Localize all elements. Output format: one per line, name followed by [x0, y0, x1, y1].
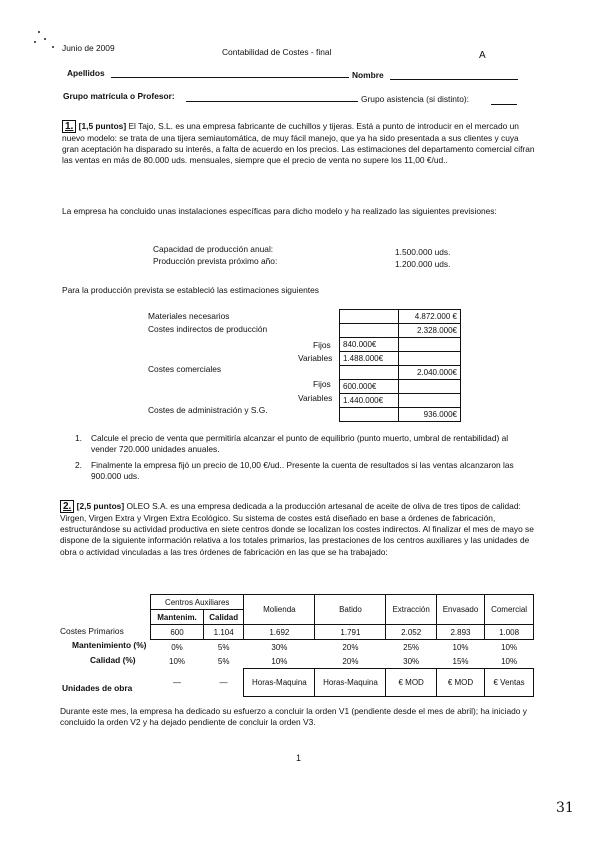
admin-value: 936.000€	[399, 408, 461, 422]
grupo-asistencia-label: Grupo asistencia (si distinto):	[361, 94, 469, 104]
comerciales-label: Costes comerciales	[148, 364, 222, 374]
scan-speck	[34, 41, 36, 43]
cell: 0%	[171, 642, 183, 652]
q1-intro-block	[62, 120, 536, 167]
col-mantenim: Mantenim.	[151, 610, 204, 625]
cell: 15%	[452, 656, 469, 666]
cell: 10%	[501, 642, 518, 652]
table-row	[151, 669, 534, 697]
apellidos-field[interactable]	[111, 68, 349, 78]
cell: 2.893	[436, 625, 484, 640]
cell: € MOD	[386, 669, 436, 697]
cell: 30%	[271, 642, 288, 652]
q1-item-1: Calcule el precio de venta que permitiría alcanzar el punto de equilibrio (punto muerto, umbral de rentabilidad) al vender 720.000 unidades anuales.	[91, 433, 509, 455]
row-label-calidad: Calidad (%)	[90, 655, 136, 665]
page-number: 1	[296, 753, 302, 763]
q2-intro: OLEO S.A. es una empresa dedicada a la producción artesanal de aceite de oliva de tres tipos de calidad: Virgen, Virgen Extra y Virgen Extra Ecológico. Su sistema de costes está diseñado en base a órdenes de fabricación, estructurándose su actividad productiva en siete centros donde se localizan los costes indirectos. Al finalizar el mes de mayo se dispone de la siguiente información relativa a los totales primarios, las prestaciones de los centros auxiliares y las unidades de obra o actividad vinculadas a las tres órdenes de fabricación en las que se ha trabajado:	[60, 501, 534, 557]
grupo-matricula-label: Grupo matrícula o Profesor:	[63, 91, 175, 101]
q1-intro: El Tajo, S.L. es una empresa fabricante de cuchillos y tijeras. Está a punto de introducir en el mercado un nuevo modelo: se trata de una tijera semiautomática, de muy fácil manejo, que ya ha sido presentada a sus clientes y cuya gran aceptación ha disparado su interés, a falta de acuerdo en los precios. Las estimaciones del departamento comercial cifran las ventas en más de 80.000 uds. mensuales, siempre que el precio de venta no supere los 11,00 €/ud..	[62, 121, 535, 166]
grupo-matricula-field[interactable]	[186, 92, 358, 102]
com-fijos-label: Fijos	[313, 379, 331, 389]
nombre-label: Nombre	[352, 70, 384, 80]
cell: 5%	[217, 642, 230, 652]
com-variables-value: 1.440.000€	[340, 394, 399, 408]
capacity-label: Capacidad de producción anual:	[153, 244, 274, 254]
cip-variables-value: 1.488.000€	[340, 352, 399, 366]
capacity-value: 1.500.000 uds.	[395, 247, 451, 257]
col-batido: Batido	[315, 595, 386, 625]
cell: 1.104	[204, 625, 244, 640]
col-calidad: Calidad	[204, 610, 244, 625]
admin-label: Costes de administración y S.G.	[148, 405, 268, 415]
scan-speck	[38, 31, 40, 33]
q2-intro-block	[60, 500, 538, 558]
cell: —	[219, 678, 228, 687]
cell: 10%	[169, 656, 186, 666]
q1-cost-table	[339, 309, 461, 422]
exam-version: A	[479, 50, 486, 61]
cell: 20%	[342, 642, 359, 652]
production-label: Producción prevista próximo año:	[153, 256, 278, 266]
cell: Horas-Maquina	[315, 669, 386, 697]
cell: 25%	[403, 642, 420, 652]
q2-points: [2,5 puntos]	[76, 501, 125, 511]
cip-fijos-label: Fijos	[313, 340, 331, 350]
q1-paragraph-3: Para la producción prevista se estableció las estimaciones siguientes	[62, 285, 319, 295]
exam-date: Junio de 2009	[62, 43, 115, 53]
q1-paragraph-2: La empresa ha concluido unas instalaciones específicas para dicho modelo y ha realizado las siguientes previsiones:	[62, 206, 497, 216]
q1-points: [1,5 puntos]	[78, 121, 127, 131]
cell: 1.791	[315, 625, 386, 640]
cip-variables-label: Variables	[298, 353, 333, 363]
com-variables-label: Variables	[298, 393, 333, 403]
col-molienda: Molienda	[244, 595, 315, 625]
cell: 10%	[501, 656, 518, 666]
apellidos-label: Apellidos	[67, 68, 105, 78]
scan-speck	[44, 38, 46, 40]
cell: 10%	[271, 656, 288, 666]
cip-label: Costes indirectos de producción	[148, 324, 268, 334]
cell: € MOD	[436, 669, 484, 697]
materiales-value: 4.872.000 €	[399, 310, 461, 324]
cell: 30%	[403, 656, 420, 666]
q2-number: 2.	[60, 500, 74, 513]
q1-number: 1.	[62, 120, 76, 133]
exam-title: Contabilidad de Costes - final	[222, 47, 332, 57]
col-envasado: Envasado	[436, 595, 484, 625]
cell: € Ventas	[485, 669, 534, 697]
table-row	[151, 654, 534, 669]
cell: 1.692	[244, 625, 315, 640]
q1-item-2: Finalmente la empresa fijó un precio de 10,00 €/ud.. Presente la cuenta de resultados si las ventas alcanzaron las 900.000 uds.	[91, 460, 514, 482]
cell: 10%	[452, 642, 469, 652]
cip-value: 2.328.000€	[399, 324, 461, 338]
materiales-label: Materiales necesarios	[148, 311, 230, 321]
q2-centers-table	[150, 594, 534, 697]
grupo-asistencia-field[interactable]	[491, 95, 517, 105]
q2-closing: Durante este mes, la empresa ha dedicado su esfuerzo a concluir la orden V1 (pendiente desde el mes de abril); ha iniciado y concluido la orden V2 y ha dejado pendiente de concluir la orden V3.	[60, 706, 527, 728]
cell: 600	[151, 625, 204, 640]
table-row	[151, 640, 534, 655]
cip-fijos-value: 840.000€	[340, 338, 399, 352]
nombre-field[interactable]	[390, 70, 518, 80]
comerciales-value: 2.040.000€	[399, 366, 461, 380]
cell: 1.008	[485, 625, 534, 640]
production-value: 1.200.000 uds.	[395, 259, 451, 269]
cell: Horas-Maquina	[244, 669, 315, 697]
row-label-costes-primarios: Costes Primarios	[60, 626, 124, 636]
scan-speck	[52, 46, 54, 48]
col-comercial: Comercial	[485, 595, 534, 625]
col-extraccion: Extracción	[386, 595, 436, 625]
table-row	[151, 625, 534, 640]
q1-item-1-marker: 1.	[75, 433, 82, 443]
q1-item-2-marker: 2.	[75, 460, 82, 470]
handwritten-page-mark: 31	[556, 800, 574, 816]
cell: 5%	[217, 656, 230, 666]
row-label-mantenimiento: Mantenimiento (%)	[72, 640, 147, 650]
cell: 2.052	[386, 625, 436, 640]
com-fijos-value: 600.000€	[340, 380, 399, 394]
cell: 20%	[342, 656, 359, 666]
row-label-unidades-obra: Unidades de obra	[62, 683, 133, 693]
cell: —	[173, 678, 181, 687]
aux-centers-header: Centros Auxiliares	[151, 595, 244, 610]
